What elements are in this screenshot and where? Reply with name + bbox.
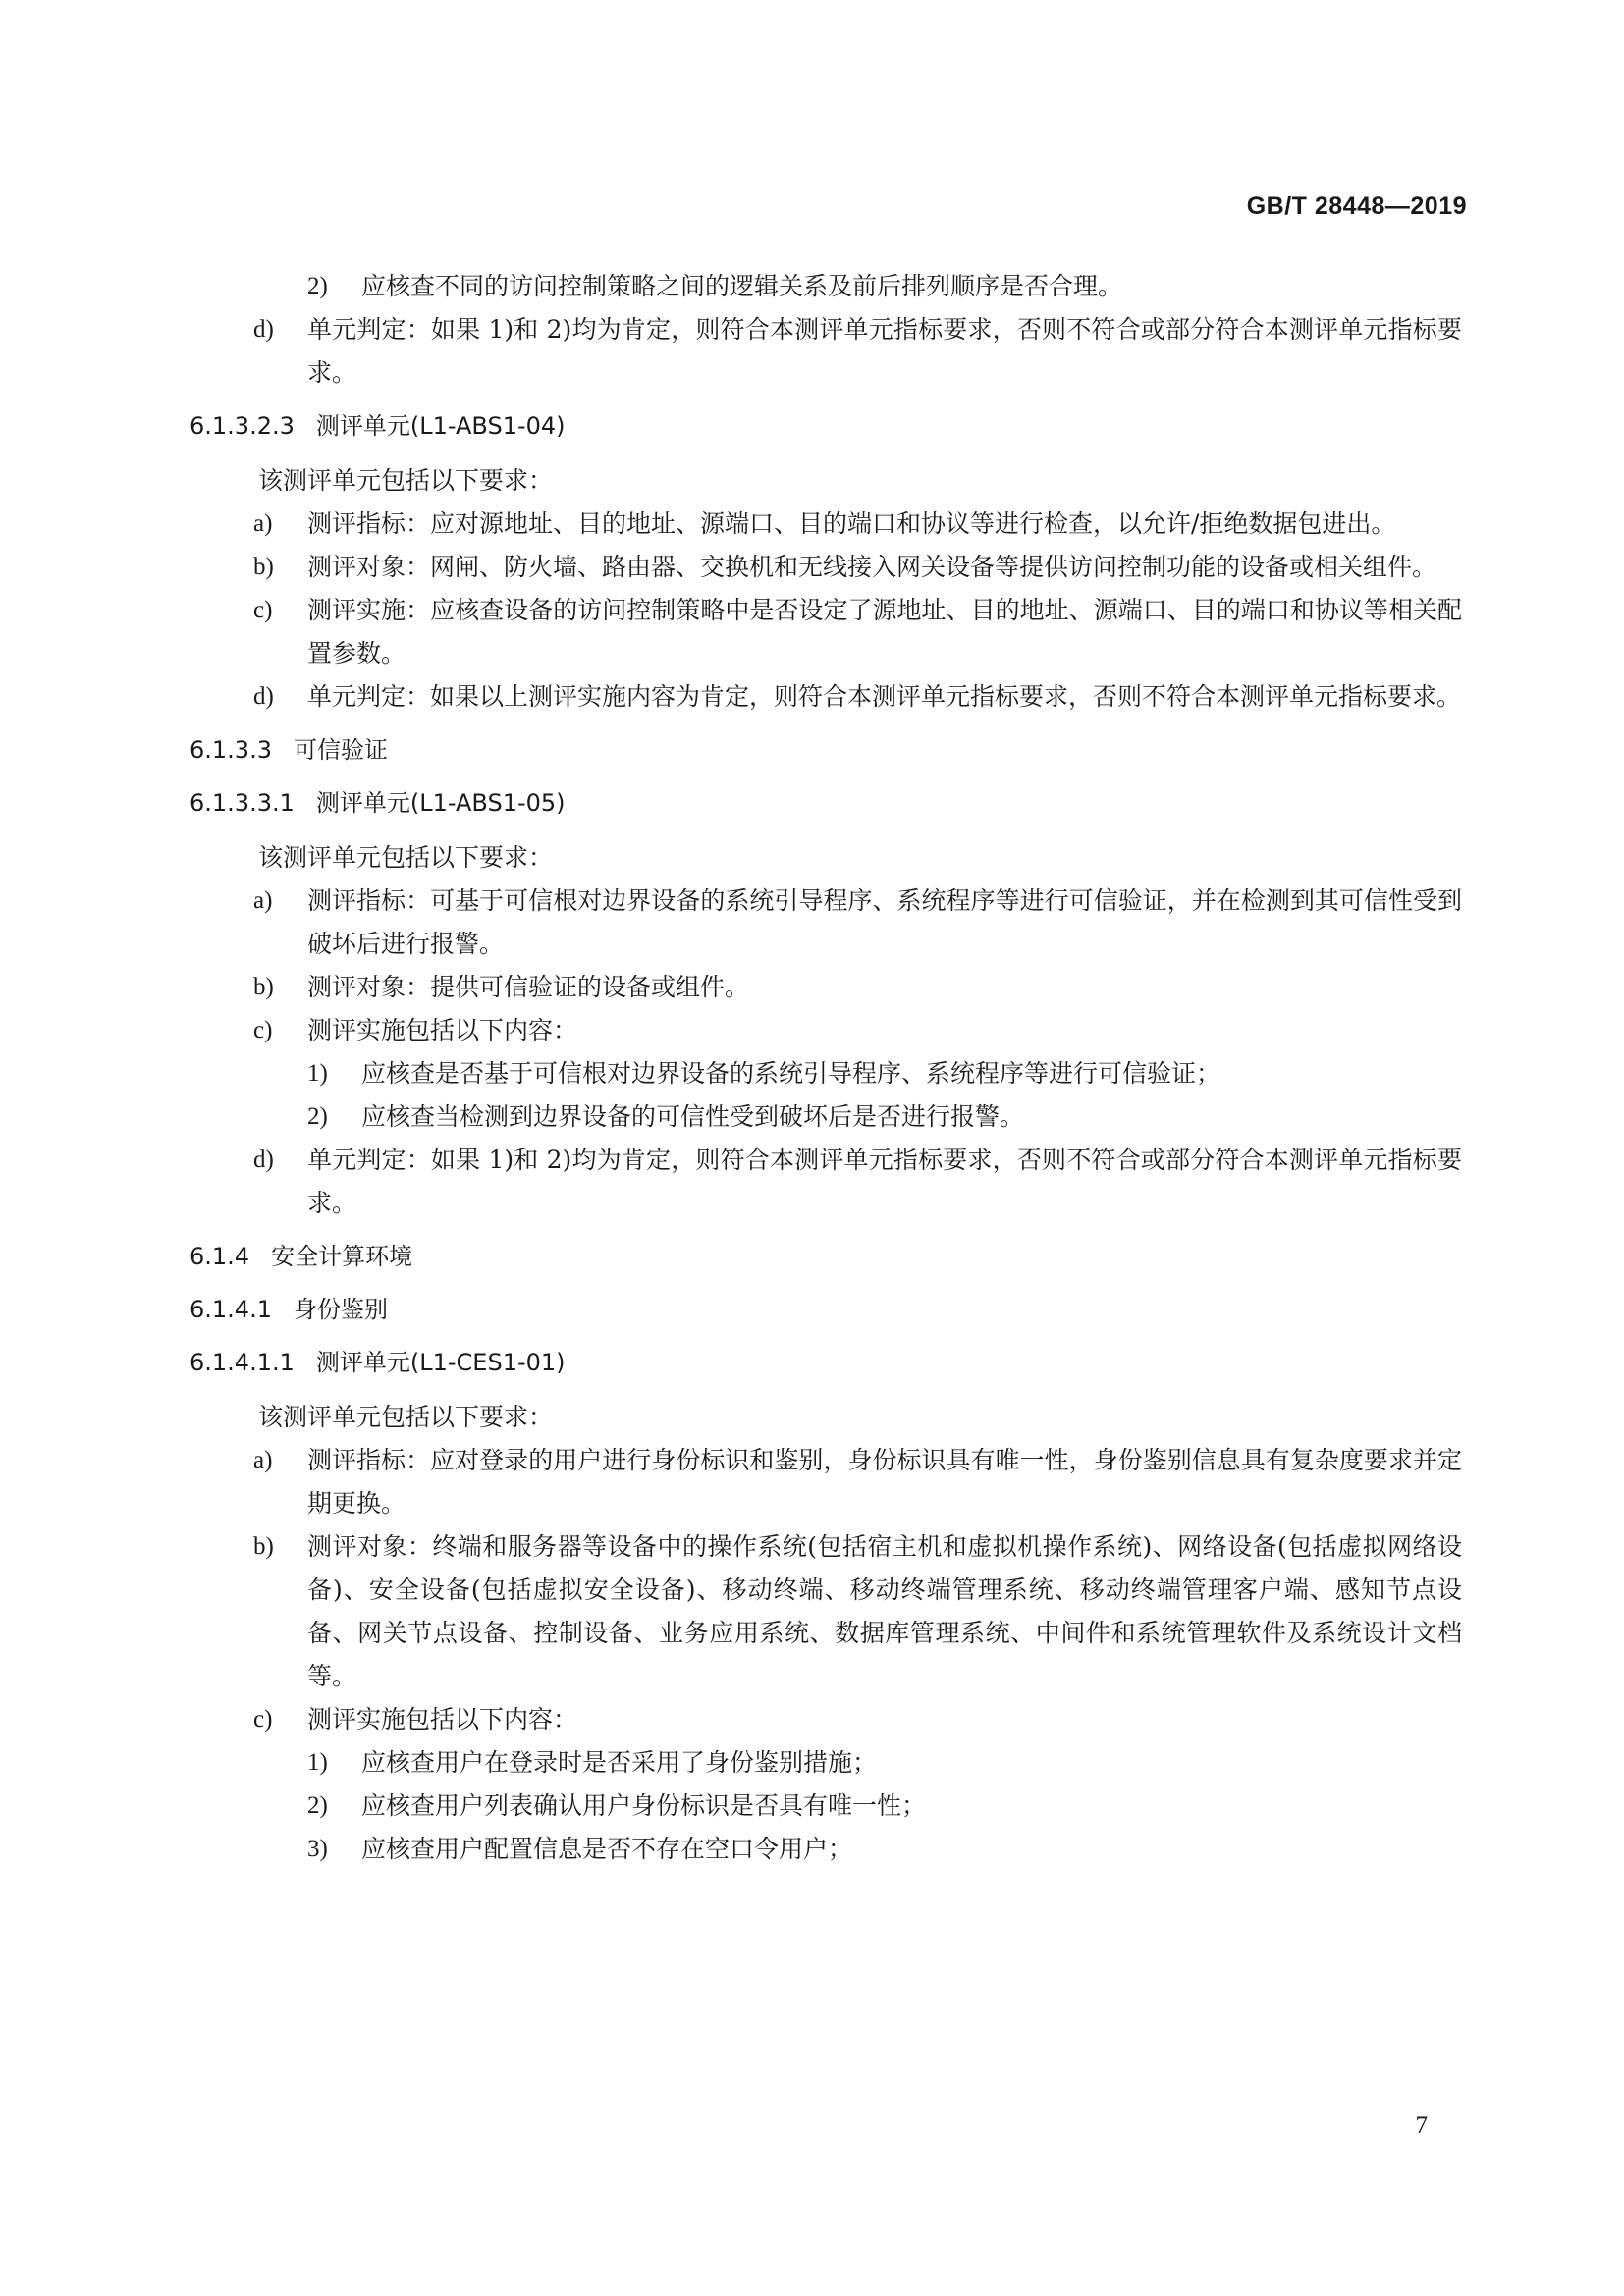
section-heading: [0, 783, 1624, 823]
section-heading: [0, 406, 1624, 446]
sub-item-marker: 3): [307, 1836, 328, 1862]
list-item-marker: b): [253, 974, 274, 1000]
list-item: [0, 1439, 1624, 1525]
list-item-text: 测评实施：应核查设备的访问控制策略中是否设定了源地址、目的地址、源端口、目的端口和协议等相关配置参数。: [307, 596, 1462, 667]
page-content: [0, 265, 1624, 1871]
sub-item-text: 应核查用户列表确认用户身份标识是否具有唯一性；: [361, 1791, 927, 1820]
list-item-text: 测评实施包括以下内容：: [307, 1016, 578, 1044]
sub-item-text: 应核查用户配置信息是否不存在空口令用户；: [361, 1835, 853, 1863]
section-title: 测评单元(L1-CES1-01): [315, 1349, 566, 1376]
document-code: GB/T 28448—2019: [1246, 192, 1467, 220]
list-item-text: 测评实施包括以下内容：: [307, 1705, 578, 1734]
section-title: 测评单元(L1-ABS1-05): [315, 789, 566, 817]
sub-item-marker: 2): [307, 273, 328, 299]
section-number: 6.1.3.2.3: [189, 412, 295, 440]
list-item-marker: b): [253, 554, 274, 580]
section-number: 6.1.3.3: [189, 736, 272, 764]
list-item-text: 单元判定：如果 1)和 2)均为肯定，则符合本测评单元指标要求，否则不符合或部分符合本测评单元指标要求。: [307, 315, 1462, 387]
section-intro: 该测评单元包括以下要求：: [258, 466, 554, 495]
list-item-marker: c): [253, 1706, 273, 1733]
section-intro: 该测评单元包括以下要求：: [258, 1403, 554, 1431]
sub-item-marker: 1): [307, 1060, 328, 1087]
sub-item: [0, 265, 1624, 308]
list-item-marker: d): [253, 316, 274, 343]
list-item-marker: a): [253, 510, 273, 537]
list-item-text: 测评指标：应对源地址、目的地址、源端口、目的端口和协议等进行检查，以允许/拒绝数据包进出。: [307, 509, 1396, 538]
list-item-text: 测评对象：终端和服务器等设备中的操作系统(包括宿主机和虚拟机操作系统)、网络设备(包括虚拟网络设备)、安全设备(包括虚拟安全设备)、移动终端、移动终端管理系统、移动终端管理客户端、感知节点设备、网关节点设备、控制设备、业务应用系统、数据库管理系统、中间件和系统管理软件及系统设计文档等。: [307, 1532, 1462, 1690]
section-heading: [0, 1290, 1624, 1329]
list-item-text: 测评指标：可基于可信根对边界设备的系统引导程序、系统程序等进行可信验证，并在检测到其可信性受到破坏后进行报警。: [307, 886, 1462, 958]
section-heading: [0, 1343, 1624, 1382]
sub-item: [0, 1741, 1624, 1785]
list-item-text: 单元判定：如果以上测评实施内容为肯定，则符合本测评单元指标要求，否则不符合本测评单元指标要求。: [307, 682, 1462, 711]
list-item-text: 单元判定：如果 1)和 2)均为肯定，则符合本测评单元指标要求，否则不符合或部分符合本测评单元指标要求。: [307, 1146, 1462, 1217]
list-item-text: 测评指标：应对登录的用户进行身份标识和鉴别，身份标识具有唯一性，身份鉴别信息具有复杂度要求并定期更换。: [307, 1446, 1462, 1518]
sub-item: [0, 1095, 1624, 1139]
sub-item: [0, 1785, 1624, 1828]
list-item: [0, 966, 1624, 1009]
list-item: [0, 546, 1624, 589]
section-title: 身份鉴别: [293, 1296, 388, 1323]
sub-item-text: 应核查用户在登录时是否采用了身份鉴别措施；: [361, 1748, 878, 1777]
list-item-marker: a): [253, 887, 273, 914]
section-number: 6.1.4: [189, 1243, 250, 1270]
list-item-marker: c): [253, 597, 273, 623]
list-item-text: 测评对象：提供可信验证的设备或组件。: [307, 973, 750, 1001]
section-title: 测评单元(L1-ABS1-04): [315, 412, 566, 440]
sub-item-text: 应核查当检测到边界设备的可信性受到破坏后是否进行报警。: [361, 1102, 1025, 1131]
sub-item-marker: 2): [307, 1103, 328, 1130]
section-heading: [0, 730, 1624, 770]
list-item: [0, 1139, 1624, 1225]
section-number: 6.1.3.3.1: [189, 789, 295, 817]
list-item: [0, 880, 1624, 966]
list-item-marker: a): [253, 1447, 273, 1473]
section-intro: 该测评单元包括以下要求：: [258, 843, 554, 872]
list-item: [0, 589, 1624, 675]
list-item: [0, 1009, 1624, 1052]
list-item: [0, 1698, 1624, 1741]
list-item-marker: d): [253, 683, 274, 710]
list-item: [0, 675, 1624, 719]
section-title: 安全计算环境: [271, 1243, 413, 1270]
sub-item-text: 应核查不同的访问控制策略之间的逻辑关系及前后排列顺序是否合理。: [361, 272, 1123, 300]
list-item: [0, 308, 1624, 395]
list-item-marker: d): [253, 1147, 274, 1173]
list-item: [0, 1525, 1624, 1698]
sub-item-marker: 1): [307, 1749, 328, 1776]
list-item-marker: b): [253, 1533, 274, 1560]
sub-item: [0, 1828, 1624, 1871]
sub-item: [0, 1052, 1624, 1095]
page-number: 7: [1415, 2112, 1428, 2139]
section-title: 可信验证: [293, 736, 388, 764]
section-heading: [0, 1237, 1624, 1276]
list-item-text: 测评对象：网闸、防火墙、路由器、交换机和无线接入网关设备等提供访问控制功能的设备或相关组件。: [307, 553, 1437, 581]
section-number: 6.1.4.1: [189, 1296, 272, 1323]
list-item-marker: c): [253, 1017, 273, 1043]
list-item: [0, 503, 1624, 546]
sub-item-text: 应核查是否基于可信根对边界设备的系统引导程序、系统程序等进行可信验证；: [361, 1059, 1221, 1088]
section-number: 6.1.4.1.1: [189, 1349, 295, 1376]
sub-item-marker: 2): [307, 1792, 328, 1819]
